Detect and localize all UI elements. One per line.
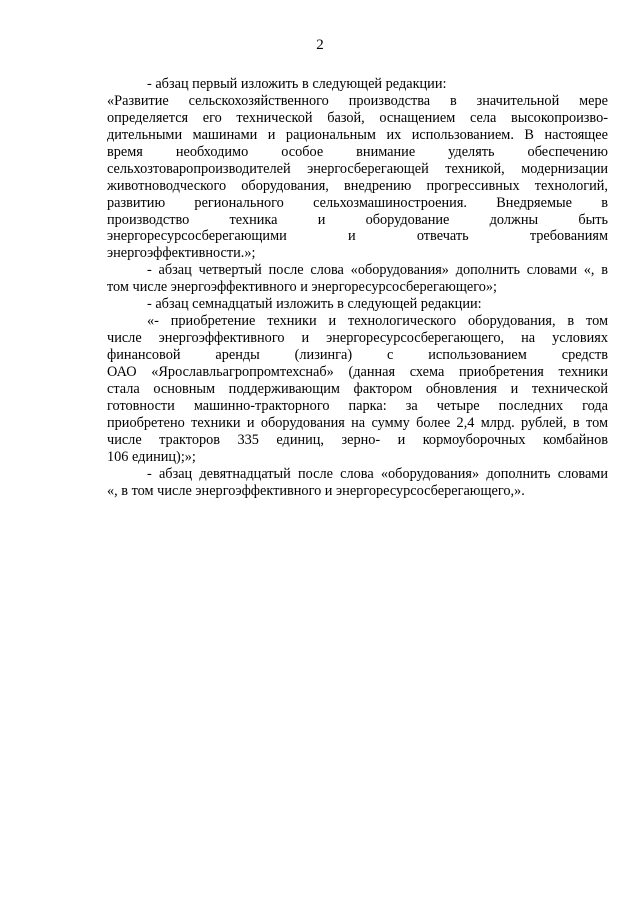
text-line: стала основным поддерживающим фактором обновления и технической xyxy=(107,380,608,397)
text-line: развитию регионального сельхозмашиностроения. Внедряемые в xyxy=(107,194,608,211)
text-line: ОАО «Ярославльагропромтехснаб» (данная схема приобретения техники xyxy=(107,363,608,380)
document-body xyxy=(107,76,608,499)
text-line: «- приобретение техники и технологического оборудования, в том xyxy=(147,313,608,330)
text-line: - абзац первый изложить в следующей редакции: xyxy=(147,76,447,92)
text-line: числе энергоэффективного и энергоресурсосберегающего, на условиях xyxy=(107,330,608,347)
text-line: 106 единиц);»; xyxy=(107,448,196,465)
text-line: - абзац девятнадцатый после слова «оборудования» дополнить словами xyxy=(147,465,608,482)
text-line: числе тракторов 335 единиц, зерно- и кормоуборочных комбайнов xyxy=(107,431,608,448)
text-line: том числе энергоэффективного и энергоресурсосберегающего»; xyxy=(107,279,497,296)
text-line: финансовой аренды (лизинга) с использованием средств xyxy=(107,347,608,363)
text-line: дительными машинами и рациональным их использованием. В настоящее xyxy=(107,126,608,143)
text-line: - абзац четвертый после слова «оборудования» дополнить словами «, в xyxy=(147,262,608,279)
text-line: «, в том числе энергоэффективного и энергоресурсосберегающего,». xyxy=(107,482,525,499)
text-line: «Развитие сельскохозяйственного производства в значительной мере xyxy=(107,92,608,109)
text-line: определяется его технической базой, оснащением села высокопроизво- xyxy=(107,109,608,126)
text-line: время необходимо особое внимание уделять обеспечению xyxy=(107,143,608,160)
text-line: энергоресурсосберегающими и отвечать требованиям xyxy=(107,228,608,245)
text-line: готовности машинно-тракторного парка: за четыре последних года xyxy=(107,397,608,414)
text-line: производство техника и оборудование должны быть xyxy=(107,211,608,228)
text-line: - абзац семнадцатый изложить в следующей редакции: xyxy=(147,296,482,313)
text-line: энергоэффективности.»; xyxy=(107,245,256,262)
text-line: животноводческого оборудования, внедрению прогрессивных технологий, xyxy=(107,177,608,194)
page-number: 2 xyxy=(316,37,324,53)
text-line: сельхозтоваропроизводителей энергосберегающей техникой, модернизации xyxy=(107,160,608,177)
text-line: приобретено техники и оборудования на сумму более 2,4 млрд. рублей, в том xyxy=(107,414,608,431)
